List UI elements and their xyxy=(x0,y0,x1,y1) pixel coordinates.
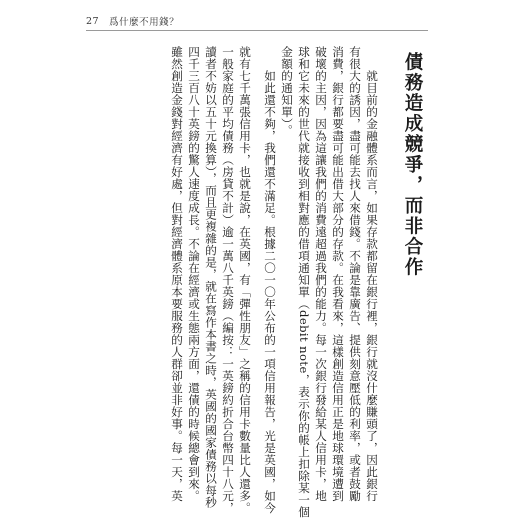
body-line: 雖然創造金錢對經濟有好處，但對經濟體系原本要服務的人群卻並非好事。每一天，英 xyxy=(170,46,184,502)
running-title: 爲什麼不用錢？ xyxy=(109,17,180,28)
body-line: 破壞的主因，因為這讓我們的消費遠超過我們的能力。每一次銀行發給某人信用卡，地 xyxy=(314,46,328,502)
page-body xyxy=(168,46,426,518)
body-line: 有很大的誘因，盡可能去找人來借錢。不論是靠廣告、提供刻意壓低的利率，或者鼓勵 xyxy=(348,46,362,502)
body-line: 就目前的金融體系而言，如果存款都留在銀行裡，銀行就沒什麼賺頭了，因此銀行 xyxy=(365,46,379,502)
body-line: 一般家庭的平均債務（房貸不計）逾一萬八千英鎊（編按：一英鎊約折合台幣四十八元， xyxy=(221,46,235,514)
running-header xyxy=(86,14,179,28)
body-line: 就有七千萬張信用卡，也就是說，在英國，有「彈性朋友」之稱的信用卡數量比人還多。 xyxy=(238,46,252,514)
body-line: 球和它未來的世代就接收到相對應的借項通知單（debit note，表示你的帳上扣除某一個 xyxy=(297,46,311,518)
section-title: 債務造成競爭，而非合作 xyxy=(402,52,423,278)
page-number: 27 xyxy=(86,15,100,27)
header-rule xyxy=(86,30,428,31)
body-line: 四千三百八十英鎊的驚人速度成長。不論在經濟或生態兩方面，還債的時候總會到來。 xyxy=(187,46,201,502)
body-line: 如此還不夠，我們還不滿足。根據二〇一〇年公布的一項信用報告，光是英國，如今 xyxy=(263,46,277,514)
body-line: 消費，銀行都要盡可能出借大部分的存款。在我看來，這樣創造信用正是地球環境遭到 xyxy=(331,46,345,502)
body-line: 讀者不妨以五十元換算），而且更複雜的是，就在寫作本書之時，英國的國家債務以每秒 xyxy=(204,46,218,509)
body-line: 金額的通知單）。 xyxy=(280,46,294,137)
